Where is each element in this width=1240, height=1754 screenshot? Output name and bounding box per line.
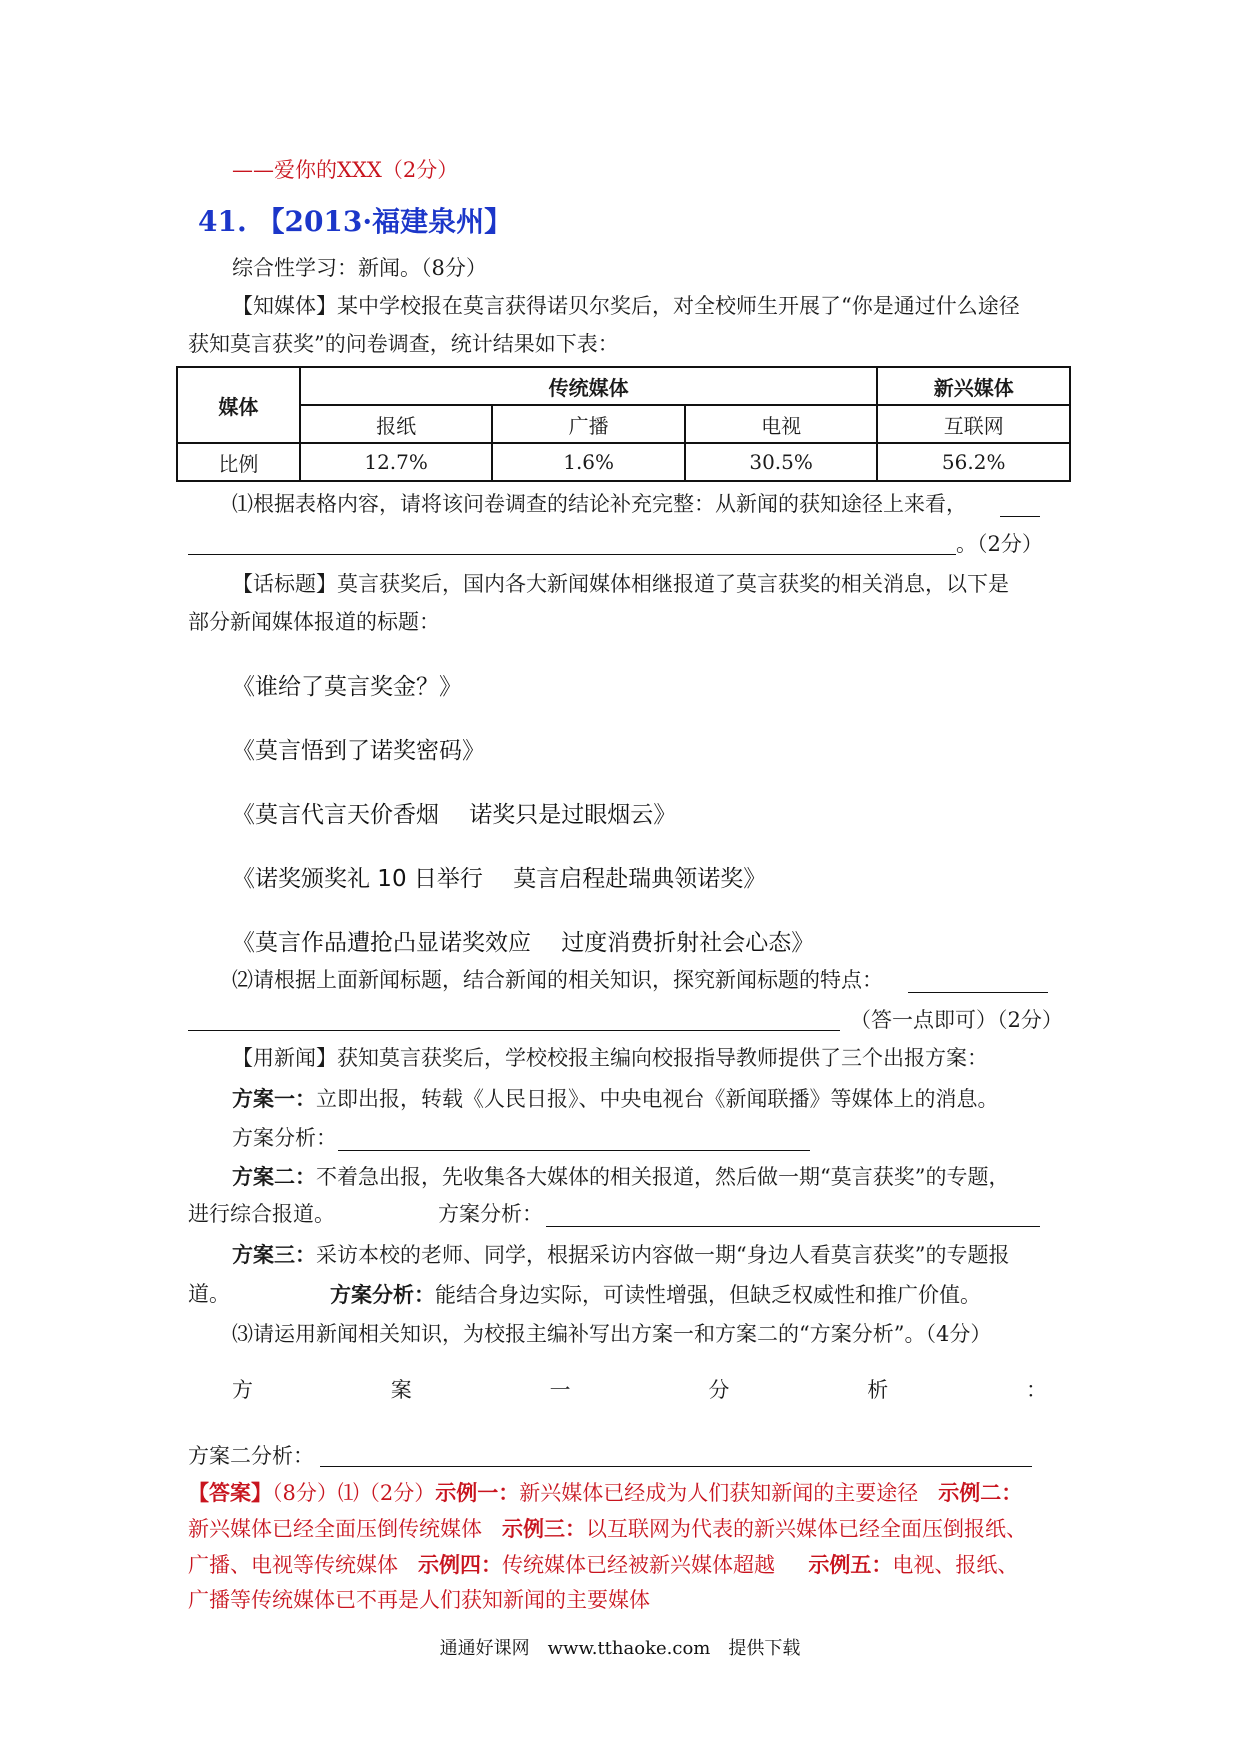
q3-prompt: ⑶请运用新闻相关知识，为校报主编补写出方案一和方案二的“方案分析”。（4分） <box>232 1322 992 1346</box>
example-text: 新兴媒体已经全面压倒传统媒体 <box>188 1517 482 1541</box>
table-category-radio: 广播 <box>492 405 684 443</box>
spread-char: 一 <box>549 1378 571 1402</box>
section-know-media-line2: 获知莫言获奖”的问卷调查，统计结果如下表： <box>188 332 619 356</box>
plan-two-analysis-label: 方案分析： <box>438 1202 543 1226</box>
question-intro: 综合性学习：新闻。（8分） <box>232 256 487 280</box>
spread-char: 析 <box>867 1378 889 1402</box>
q3-plan-two-analysis-label: 方案二分析： <box>188 1444 314 1468</box>
example-text: 广播、电视等传统媒体 <box>188 1553 398 1577</box>
plan-analysis-text: 能结合身边实际，可读性增强，但缺乏权威性和推广价值。 <box>435 1283 981 1307</box>
plan-three-analysis <box>330 1284 981 1306</box>
plan-three-line2: 道。 <box>188 1282 230 1306</box>
example-text: 电视、报纸、 <box>892 1553 1019 1577</box>
table-group-new: 新兴媒体 <box>877 367 1070 405</box>
question-number: 41. <box>198 205 247 238</box>
question-source: 【2013·福建泉州】 <box>256 205 513 238</box>
table-value-newspaper: 12.7% <box>300 443 493 481</box>
survey-table <box>176 366 1071 482</box>
news-headline: 《莫言代言天价香烟 诺奖只是过眼烟云》 <box>232 802 677 828</box>
plan-analysis-label: 方案分析： <box>330 1282 435 1307</box>
example-text: 新兴媒体已经成为人们获知新闻的主要途径 <box>519 1481 919 1505</box>
table-ratio-label: 比例 <box>177 443 300 481</box>
answer-blank-line <box>338 1150 810 1151</box>
q2-prompt: ⑵请根据上面新闻标题，结合新闻的相关知识，探究新闻标题的特点： <box>232 968 883 992</box>
example-label: 示例三： <box>502 1516 587 1541</box>
news-headline: 《诺奖颁奖礼 10 日举行 莫言启程赴瑞典领诺奖》 <box>232 866 767 892</box>
answer-prefix: （8分）⑴（2分） <box>272 1481 436 1505</box>
section-tag: 【用新闻】 <box>232 1046 337 1070</box>
section-headline-line1 <box>232 574 1009 595</box>
table-category-internet: 互联网 <box>877 405 1070 443</box>
plan-label: 方案三： <box>232 1242 316 1267</box>
example-label: 示例四： <box>418 1552 503 1577</box>
section-text: 莫言获奖后，国内各大新闻媒体相继报道了莫言获奖的相关消息，以下是 <box>337 572 1009 596</box>
answer-blank-line <box>1000 516 1040 517</box>
q1-prompt: ⑴根据表格内容，请将该问卷调查的结论补充完整：从新闻的获知途径上来看， <box>232 492 967 516</box>
spread-char: 方 <box>232 1378 253 1402</box>
page-footer: 通通好课网 www.tthaoke.com 提供下载 <box>439 1638 801 1659</box>
example-text: 以互联网为代表的新兴媒体已经全面压倒报纸、 <box>586 1517 1028 1541</box>
table-category-newspaper: 报纸 <box>300 405 493 443</box>
plan-text: 立即出报，转载《人民日报》、中央电视台《新闻联播》等媒体上的消息。 <box>316 1087 999 1111</box>
table-value-internet: 56.2% <box>877 443 1070 481</box>
q3-plan-one-analysis-label <box>232 1374 1047 1404</box>
section-tag: 【话标题】 <box>232 572 337 596</box>
answer-line4: 广播等传统媒体已不再是人们获知新闻的主要媒体 <box>188 1588 650 1612</box>
question-heading <box>198 200 512 240</box>
q2-score: （答一点即可）（2分） <box>850 1008 1063 1032</box>
section-know-media-line1 <box>232 296 1020 317</box>
answer-blank-line <box>546 1226 1040 1227</box>
answer-blank-line <box>320 1466 1032 1467</box>
answer-blank-line <box>188 554 956 555</box>
plan-one-analysis-label: 方案分析： <box>232 1126 337 1150</box>
plan-label: 方案二： <box>232 1164 316 1189</box>
example-label: 示例五： <box>808 1552 893 1577</box>
table-row-header: 媒体 <box>177 367 300 443</box>
plan-three-line1 <box>232 1244 1009 1266</box>
table-category-tv: 电视 <box>685 405 878 443</box>
section-tag: 【知媒体】 <box>232 294 337 318</box>
answer-tag: 【答案】 <box>188 1480 272 1505</box>
example-text: 传统媒体已经被新兴媒体超越 <box>502 1553 776 1577</box>
answer-line2 <box>188 1518 1027 1540</box>
table-value-radio: 1.6% <box>492 443 684 481</box>
plan-two-line1 <box>232 1166 1009 1188</box>
section-text: 获知莫言获奖后，学校校报主编向校报指导教师提供了三个出报方案： <box>337 1046 988 1070</box>
news-headline: 《莫言作品遭抢凸显诺奖效应 过度消费折射社会心态》 <box>232 930 815 956</box>
spread-char: 案 <box>390 1378 412 1402</box>
plan-label: 方案一： <box>232 1086 316 1111</box>
plan-text: 采访本校的老师、同学，根据采访内容做一期“身边人看莫言获奖”的专题报 <box>316 1243 1010 1267</box>
spread-char: ： <box>1025 1378 1047 1402</box>
plan-two-line2: 进行综合报道。 <box>188 1202 335 1226</box>
table-value-tv: 30.5% <box>685 443 878 481</box>
plan-one <box>232 1088 999 1110</box>
q1-score: 。（2分） <box>956 532 1043 556</box>
letter-signature: ——爱你的XXX（2分） <box>232 158 459 182</box>
news-headline: 《谁给了莫言奖金？》 <box>232 674 462 700</box>
answer-blank-line <box>188 1030 840 1031</box>
answer-line3 <box>188 1554 1018 1576</box>
answer-line1 <box>188 1482 1022 1504</box>
table-group-traditional: 传统媒体 <box>300 367 878 405</box>
news-headline: 《莫言悟到了诺奖密码》 <box>232 738 485 764</box>
example-label: 示例二： <box>938 1480 1023 1505</box>
spread-char: 分 <box>708 1378 730 1402</box>
section-headline-line2: 部分新闻媒体报道的标题： <box>188 610 440 634</box>
plan-text: 不着急出报，先收集各大媒体的相关报道，然后做一期“莫言获奖”的专题， <box>316 1165 1010 1189</box>
section-text: 某中学校报在莫言获得诺贝尔奖后，对全校师生开展了“你是通过什么途径 <box>337 294 1020 318</box>
answer-blank-line <box>908 992 1048 993</box>
section-use-news <box>232 1048 988 1069</box>
example-label: 示例一： <box>435 1480 520 1505</box>
